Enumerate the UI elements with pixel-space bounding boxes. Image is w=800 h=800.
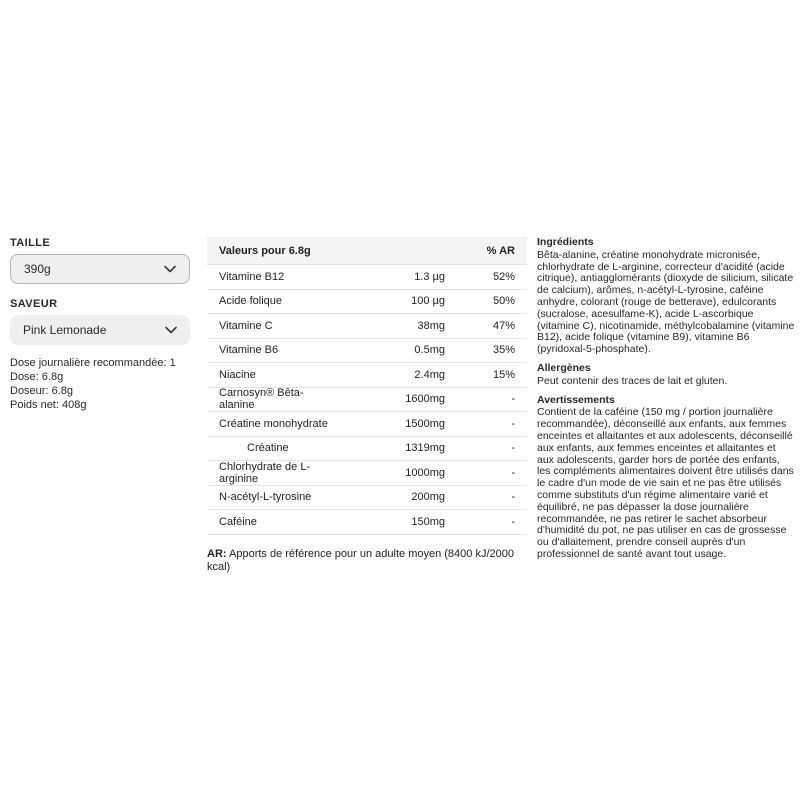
header-values-label: Valeurs pour 6.8g [219, 245, 311, 257]
options-column [10, 237, 190, 412]
nutrition-table-header [207, 238, 527, 265]
nutrient-label: Créatine [247, 442, 289, 455]
nutrient-amount: 2.4mg [414, 368, 445, 381]
nutrient-label: Créatine monohydrate [219, 417, 328, 430]
nutrient-label: Vitamine B6 [219, 344, 279, 357]
dosage-line: Dose: 6.8g [10, 371, 64, 383]
size-label: TAILLE [10, 237, 51, 249]
dosage-line: Dose journalière recommandée: 1 [10, 357, 176, 369]
nutrient-ar: 15% [492, 368, 515, 381]
nutrient-label: Chlorhydrate de L-arginine [219, 460, 311, 485]
nutrient-ar: - [511, 442, 515, 455]
nutrition-row [207, 461, 527, 486]
nutrient-amount: 200mg [411, 491, 445, 504]
nutrient-label: Vitamine C [219, 319, 273, 332]
nutrient-ar: 52% [492, 270, 515, 283]
nutrition-row-sub [207, 437, 527, 462]
nutrient-amount: 1500mg [405, 417, 445, 430]
nutrition-row [207, 265, 527, 290]
header-ar-label: % AR [486, 245, 515, 257]
ingredients-text: Bêta-alanine, créatine monohydrate micronisée, chlorhydrate de L-arginine, correcteur d'acidité (acide citrique), antiagglomérants (dioxyde de silicium, silicate de calcium), arômes, n-acétyl-L-tyrosine, caféine anhydre, colorant (rouge de betterave), edulcorants (sucralose, acesulfame-K), acide L-ascorbique (vitamine C), nicotinamide, méthylcobalamine (vitamine B12), acide folique (vitamine B9), vitamine B6 (pyridoxal-5-phosphate). [537, 248, 795, 356]
warnings-section [537, 395, 795, 561]
nutrient-label: Niacine [219, 368, 256, 381]
nutrient-amount: 1319mg [405, 442, 445, 455]
allergens-text: Peut contenir des traces de lait et gluten. [537, 374, 728, 387]
details-column [537, 237, 795, 561]
chevron-down-icon [164, 265, 176, 273]
nutrient-ar: 35% [492, 344, 515, 357]
ar-footnote-label: AR: [207, 547, 227, 560]
nutrient-amount: 0.5mg [414, 344, 445, 357]
nutrient-ar: - [511, 393, 515, 406]
nutrition-row [207, 363, 527, 388]
size-select-value: 390g [24, 262, 51, 276]
nutrition-row [207, 290, 527, 315]
nutrition-row [207, 339, 527, 364]
nutrient-label: Vitamine B12 [219, 270, 285, 283]
nutrient-ar: - [511, 417, 515, 430]
nutrient-ar: 50% [492, 295, 515, 308]
nutrition-column [207, 237, 527, 574]
size-select[interactable] [10, 254, 190, 284]
warnings-heading: Avertissements [537, 393, 615, 406]
flavor-label: SAVEUR [10, 298, 58, 310]
nutrition-row [207, 486, 527, 511]
nutrient-label: Acide folique [219, 295, 282, 308]
allergens-heading: Allergènes [537, 361, 591, 374]
nutrient-ar: - [511, 466, 515, 479]
nutrient-label: N-acétyl-L-tyrosine [219, 491, 312, 504]
ar-footnote [207, 548, 527, 574]
dosage-line: Doseur: 6.8g [10, 385, 73, 397]
ingredients-section [537, 237, 795, 356]
nutrient-label: Carnosyn® Bêta-alanine [219, 387, 304, 412]
flavor-select-value: Pink Lemonade [23, 323, 107, 337]
nutrient-label: Caféine [219, 515, 257, 528]
nutrient-amount: 150mg [411, 515, 445, 528]
nutrient-amount: 1000mg [405, 466, 445, 479]
ar-footnote-text: Apports de référence pour un adulte moyen (8400 kJ/2000 kcal) [207, 547, 514, 573]
nutrient-ar: 47% [492, 319, 515, 332]
nutrition-row [207, 412, 527, 437]
nutrient-amount: 1.3 µg [414, 270, 445, 283]
nutrition-row [207, 314, 527, 339]
nutrient-amount: 1600mg [405, 393, 445, 406]
product-spec-panel [10, 237, 795, 574]
flavor-select[interactable] [10, 315, 190, 345]
dosage-info [10, 356, 190, 412]
warnings-text: Contient de la caféine (150 mg / portion journalière recommandée), déconseillé aux enfants, aux femmes enceintes et allaitantes et aux adolescents, déconseillé aux enfants, aux femmes enceintes et allaitantes et aux adolescents, garder hors de portée des enfants, les compléments alimentaires doivent être utilisés dans le cadre d'un mode de vie sain et ne pas être utilisés comme substituts d'un régime alimentaire varié et équilibré, ne pas dépasser la dose journalière recommandée, ne pas retirer le sachet absorbeur d'humidité du pot, ne pas utiliser en cas de grossesse ou d'allaitement, prendre conseil auprès d'un professionnel de santé avant tout usage. [537, 406, 794, 560]
nutrition-row [207, 510, 527, 535]
nutrient-amount: 100 µg [411, 295, 445, 308]
dosage-line: Poids net: 408g [10, 399, 87, 411]
ingredients-heading: Ingrédients [537, 236, 594, 248]
nutrient-ar: - [511, 491, 515, 504]
chevron-down-icon [165, 326, 177, 334]
nutrient-ar: - [511, 515, 515, 528]
nutrient-amount: 38mg [417, 319, 445, 332]
allergens-section [537, 363, 795, 388]
nutrition-table [207, 237, 527, 535]
nutrition-row [207, 388, 527, 413]
